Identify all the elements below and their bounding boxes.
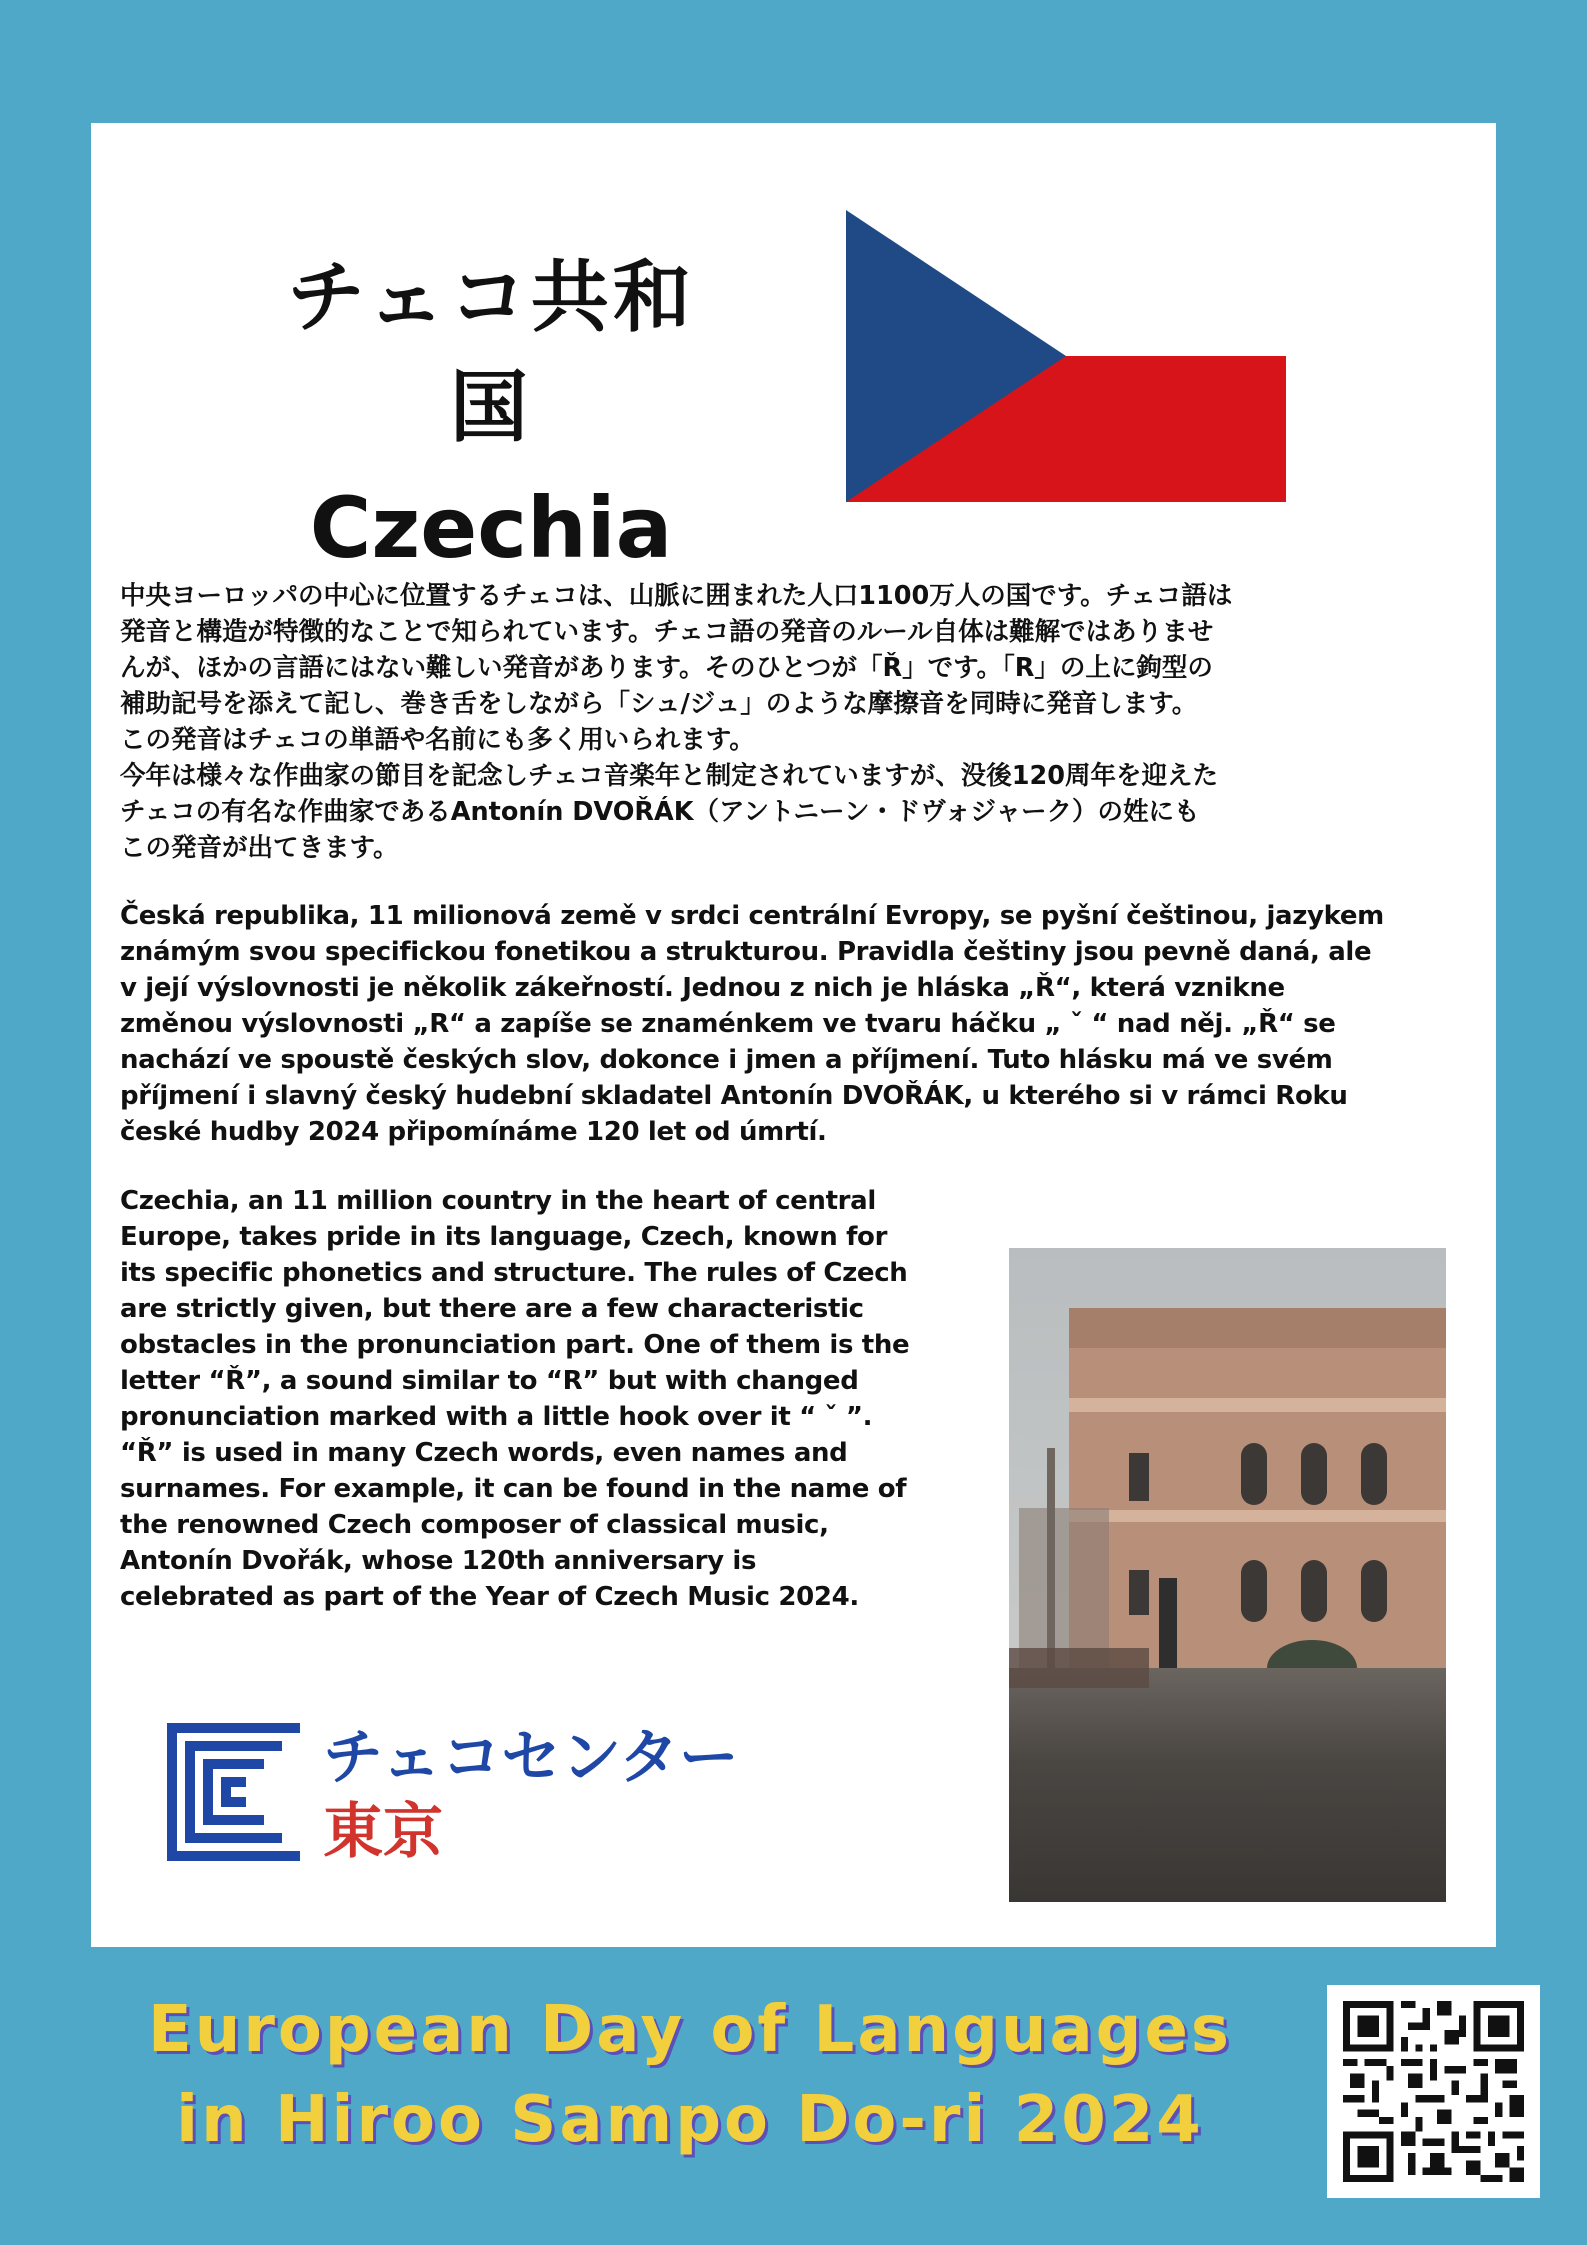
paragraph-line: んが、ほかの言語にはない難しい発音があります。そのひとつが「Ř」です。「R」の上に鉤型の bbox=[120, 653, 1213, 683]
paragraph-line: 中央ヨーロッパの中心に位置するチェコは、山脈に囲まれた人口1100万人の国です。チェコ語は bbox=[120, 581, 1233, 611]
paragraph-japanese bbox=[120, 578, 1480, 866]
paragraph-line: obstacles in the pronunciation part. One of them is the bbox=[120, 1330, 910, 1360]
paragraph-line: Česká republika, 11 milionová země v srdci centrální Evropy, se pyšní češtinou, jazykem bbox=[120, 901, 1384, 931]
czech-flag-icon bbox=[846, 210, 1286, 502]
paragraph-line: příjmení i slavný český hudební skladatel Antonín DVOŘÁK, u kterého si v rámci Roku bbox=[120, 1081, 1348, 1111]
paragraph-line: the renowned Czech composer of classical music, bbox=[120, 1510, 829, 1540]
footer-line-2: in Hiroo Sampo Do-ri 2024 bbox=[176, 2083, 1204, 2157]
czech-centre-logo-text bbox=[323, 1721, 739, 1869]
paragraph-line: pronunciation marked with a little hook over it “ ˇ ”. bbox=[120, 1402, 873, 1432]
footer-event-title bbox=[40, 1985, 1340, 2165]
title-block bbox=[281, 243, 701, 593]
paragraph-line: チェコの有名な作曲家であるAntonín DVOŘÁK（アントニーン・ドヴォジャーク）の姓にも bbox=[120, 797, 1200, 827]
logo-line-2: 東京 bbox=[323, 1797, 443, 1867]
paragraph-line: celebrated as part of the Year of Czech Music 2024. bbox=[120, 1582, 859, 1612]
paragraph-line: この発音はチェコの単語や名前にも多く用いられます。 bbox=[120, 725, 755, 755]
footer-line-1: European Day of Languages bbox=[148, 1993, 1232, 2067]
paragraph-line: změnou výslovnosti „R“ a zapíše se znaménkem ve tvaru háčku „ ˇ “ nad něj. „Ř“ se bbox=[120, 1009, 1336, 1039]
paragraph-line: 今年は様々な作曲家の節目を記念しチェコ音楽年と制定されていますが、没後120周年を迎えた bbox=[120, 761, 1218, 791]
paragraph-line: v její výslovnosti je několik zákeřností. Jednou z nich je hláska „Ř“, která vznikne bbox=[120, 973, 1285, 1003]
qr-code-icon bbox=[1343, 2001, 1524, 2182]
paragraph-line: 発音と構造が特徴的なことで知られています。チェコ語の発音のルール自体は難解ではありませ bbox=[120, 617, 1214, 647]
paragraph-line: letter “Ř”, a sound similar to “R” but with changed bbox=[120, 1366, 859, 1396]
czech-centre-logo-icon bbox=[167, 1723, 305, 1861]
rudolfinum-photo bbox=[1009, 1248, 1446, 1902]
title-japanese: チェコ共和国 bbox=[287, 253, 695, 453]
title-english: Czechia bbox=[309, 479, 673, 577]
paragraph-line: Europe, takes pride in its language, Czech, known for bbox=[120, 1222, 888, 1252]
paragraph-line: its specific phonetics and structure. The rules of Czech bbox=[120, 1258, 908, 1288]
paragraph-line: “Ř” is used in many Czech words, even names and bbox=[120, 1438, 848, 1468]
paragraph-line: surnames. For example, it can be found in the name of bbox=[120, 1474, 907, 1504]
logo-line-1: チェコセンター bbox=[323, 1723, 739, 1793]
paragraph-line: nachází ve spoustě českých slov, dokonce i jmen a příjmení. Tuto hlásku má ve svém bbox=[120, 1045, 1333, 1075]
paragraph-line: známým svou specifickou fonetikou a strukturou. Pravidla češtiny jsou pevně daná, ale bbox=[120, 937, 1372, 967]
poster-panel bbox=[91, 123, 1496, 1947]
paragraph-czech bbox=[120, 898, 1490, 1150]
paragraph-line: Czechia, an 11 million country in the heart of central bbox=[120, 1186, 876, 1216]
paragraph-line: この発音が出てきます。 bbox=[120, 833, 399, 863]
qr-code[interactable] bbox=[1327, 1985, 1540, 2198]
paragraph-line: 補助記号を添えて記し、巻き舌をしながら「シュ/ジュ」のような摩擦音を同時に発音します。 bbox=[120, 689, 1198, 719]
paragraph-english bbox=[120, 1183, 980, 1615]
paragraph-line: české hudby 2024 připomínáme 120 let od úmrtí. bbox=[120, 1117, 827, 1147]
paragraph-line: are strictly given, but there are a few characteristic bbox=[120, 1294, 864, 1324]
paragraph-line: Antonín Dvořák, whose 120th anniversary is bbox=[120, 1546, 757, 1576]
